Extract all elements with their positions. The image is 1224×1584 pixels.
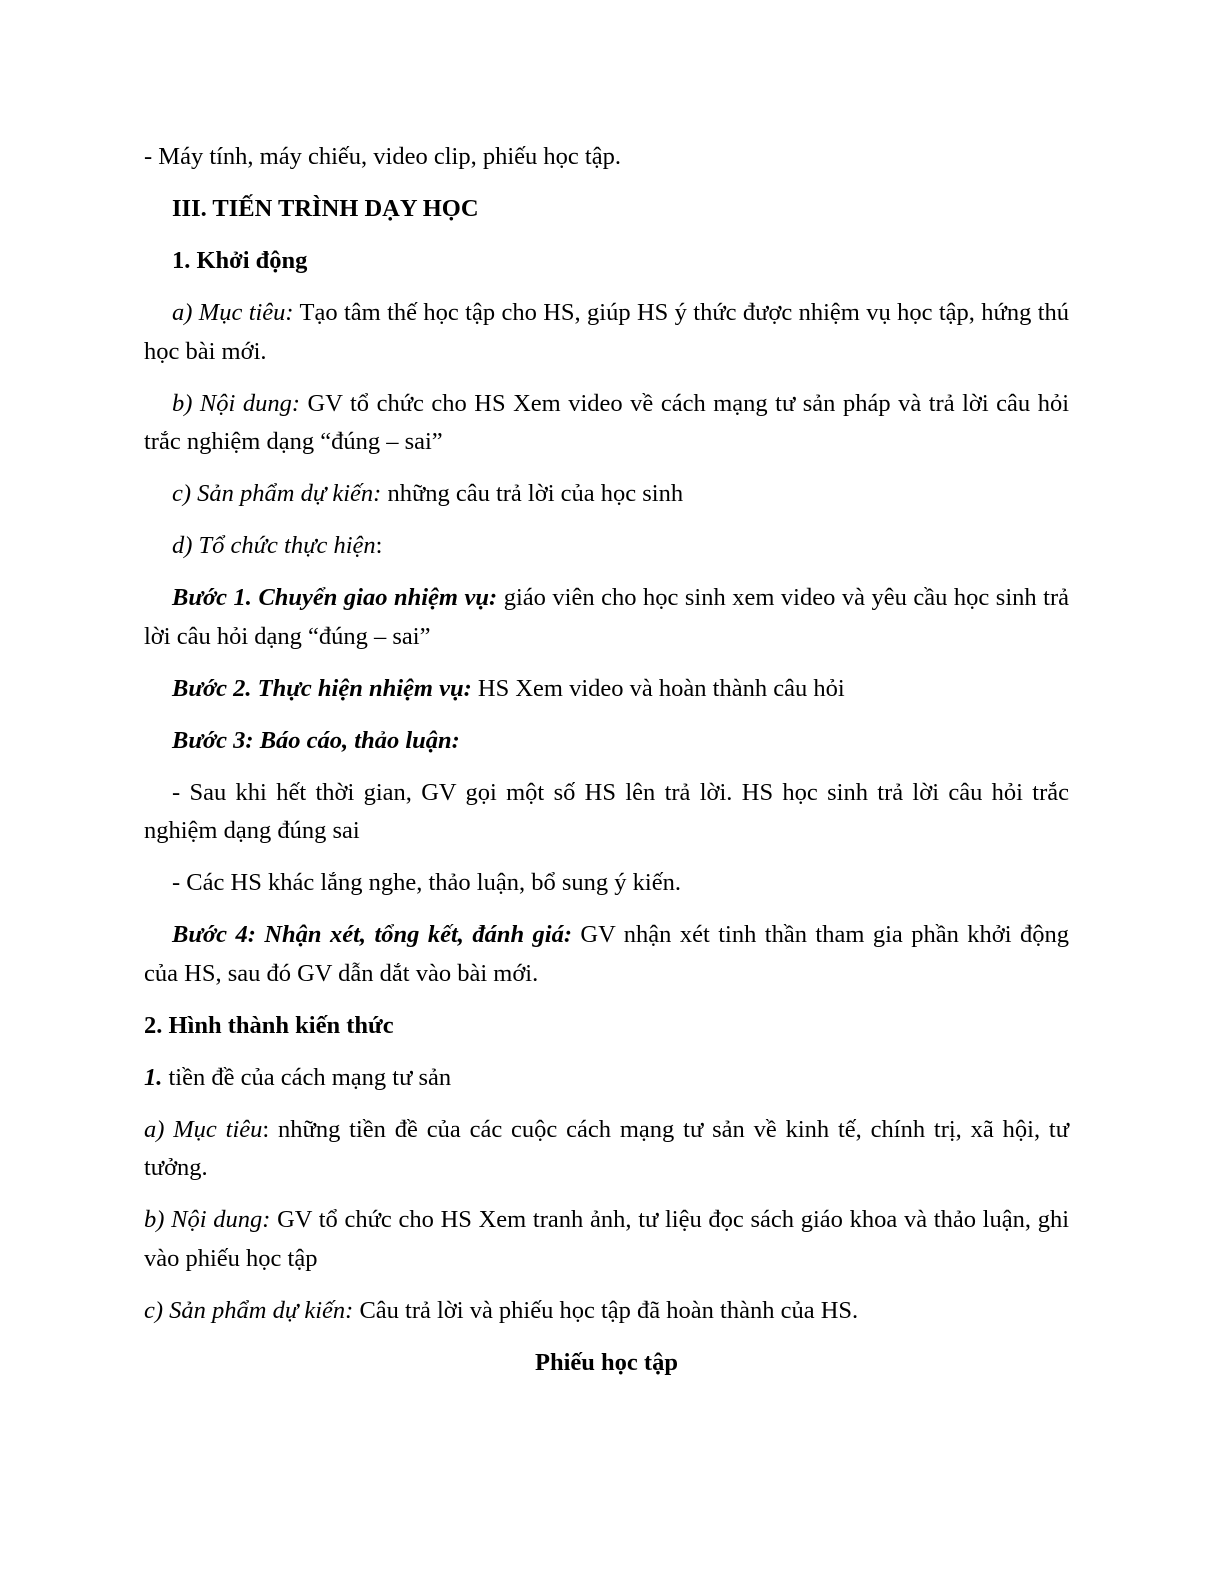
content-text: GV tổ chức cho HS Xem video về cách mạng tư sản pháp và trả lời câu hỏi trắc nghiệm dạng “đúng – sai” [144, 389, 1070, 455]
part1-content [144, 385, 1069, 462]
step4-label: Bước 4: Nhận xét, tổng kết, đánh giá: [172, 921, 572, 948]
product-text: Câu trả lời và phiếu học tập đã hoàn thành của HS. [353, 1296, 859, 1324]
step3 [144, 722, 1069, 761]
part2-content [144, 1201, 1069, 1278]
content-label: b) Nội dung: [172, 389, 301, 417]
worksheet-title [144, 1344, 1069, 1383]
product-label: c) Sản phẩm dự kiến: [172, 480, 382, 507]
document-page [144, 138, 1069, 1396]
part2-objective [144, 1111, 1069, 1188]
part1-objective [144, 294, 1069, 371]
sub1-number: 1. [144, 1063, 163, 1091]
step2 [144, 670, 1069, 709]
step3-label: Bước 3: Báo cáo, thảo luận: [172, 726, 460, 754]
part1-heading [144, 242, 1069, 281]
part2-product [144, 1292, 1069, 1331]
step1-label: Bước 1. Chuyển giao nhiệm vụ: [172, 584, 498, 611]
step4 [144, 916, 1069, 993]
product-label: c) Sản phẩm dự kiến: [144, 1296, 354, 1324]
equipment-line [144, 138, 1069, 177]
step1 [144, 579, 1069, 656]
product-text: những câu trả lời của học sinh [381, 480, 684, 507]
organize-colon: : [375, 532, 383, 559]
part1-product [144, 475, 1069, 514]
worksheet-title-text: Phiếu học tập [535, 1348, 678, 1376]
sub1-text: tiền đề của cách mạng tư sản [162, 1063, 452, 1091]
step3-item-2-text: - Các HS khác lắng nghe, thảo luận, bổ sung ý kiến. [172, 869, 681, 896]
part2-heading [144, 1007, 1069, 1046]
objective-text: : những tiền đề của các cuộc cách mạng tư sản về kinh tế, chính trị, xã hội, tư tưởng. [144, 1115, 1070, 1181]
part2-sub1 [144, 1059, 1069, 1098]
section-title-text: III. TIẾN TRÌNH DẠY HỌC [172, 195, 479, 222]
objective-label: a) Mục tiêu: [172, 299, 294, 326]
objective-label: a) Mục tiêu [144, 1115, 263, 1143]
part1-organize [144, 527, 1069, 566]
step3-item-1 [144, 774, 1069, 851]
step2-label: Bước 2. Thực hiện nhiệm vụ: [172, 674, 472, 702]
part2-heading-text: 2. Hình thành kiến thức [144, 1011, 394, 1039]
content-label: b) Nội dung: [144, 1206, 271, 1233]
step1-text: giáo viên cho học sinh xem video và yêu cầu học sinh trả lời câu hỏi dạng “đúng – sai” [144, 584, 1069, 650]
organize-label: d) Tổ chức thực hiện [172, 532, 376, 559]
section-title [144, 190, 1069, 229]
equipment-text: - Máy tính, máy chiếu, video clip, phiếu học tập. [144, 143, 621, 170]
step3-item-1-text: - Sau khi hết thời gian, GV gọi một số HS lên trả lời. HS học sinh trả lời câu hỏi trắc nghiệm dạng đúng sai [144, 778, 1069, 844]
step2-text: HS Xem video và hoàn thành câu hỏi [471, 674, 845, 702]
step4-text: GV nhận xét tinh thần tham gia phần khởi động của HS, sau đó GV dẫn dắt vào bài mới. [144, 921, 1069, 987]
part1-heading-text: 1. Khởi động [172, 247, 308, 274]
content-text: GV tổ chức cho HS Xem tranh ảnh, tư liệu đọc sách giáo khoa và thảo luận, ghi vào phiếu học tập [144, 1206, 1070, 1272]
objective-text: Tạo tâm thế học tập cho HS, giúp HS ý thức được nhiệm vụ học tập, hứng thú học bài mới. [144, 299, 1069, 365]
step3-item-2 [144, 864, 1069, 903]
